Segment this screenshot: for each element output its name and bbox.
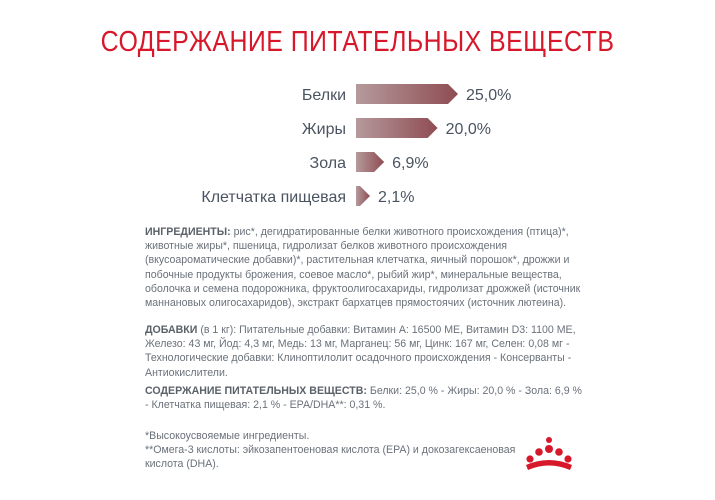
bar-2 xyxy=(356,152,384,172)
bar-1 xyxy=(356,118,438,138)
page-title: СОДЕРЖАНИЕ ПИТАТЕЛЬНЫХ ВЕЩЕСТВ xyxy=(100,26,615,58)
ingredients-section xyxy=(145,225,585,310)
bar-3 xyxy=(356,186,370,206)
value-label: 25,0% xyxy=(466,87,512,104)
footnotes-section xyxy=(145,429,545,472)
category-label: Жиры xyxy=(301,121,346,138)
footnote: *Высокоусвояемые ингредиенты. xyxy=(145,430,310,442)
footnote: **Омега-3 кислоты: эйкозапентоеновая кислота (EPA) и докозагексаеновая кислота (DHA). xyxy=(145,444,516,471)
additives-section xyxy=(145,323,585,380)
additives-text: (в 1 кг): Питательные добавки: Витамин А: 16500 МЕ, Витамин D3: 1100 МЕ, Железо: 43 мг, Йод: 4,3 мг, Медь: 13 мг, Марганец: 56 мг, Цинк: 167 мг, Селен: 0,08 мг - Технологические добавки: Клиноптилолит осадочного происхождения - Консерванты - Антиокислители. xyxy=(145,324,576,379)
bar-0 xyxy=(356,84,458,104)
value-label: 6,9% xyxy=(392,155,429,172)
category-label: Белки xyxy=(301,87,346,104)
nutrients-text: Белки: 25,0 % - Жиры: 20,0 % - Зола: 6,9 % - Клетчатка пищевая: 2,1 % - EPA/DHA**: 0,31 %. xyxy=(145,385,582,412)
value-label: 20,0% xyxy=(445,121,491,138)
nutrients-heading: СОДЕРЖАНИЕ ПИТАТЕЛЬНЫХ ВЕЩЕСТВ: xyxy=(145,385,367,397)
nutrient-bar-chart xyxy=(0,0,715,220)
royal-canin-crown-icon xyxy=(520,435,578,475)
nutrients-section xyxy=(145,384,585,412)
category-label: Зола xyxy=(309,155,346,172)
value-label: 2,1% xyxy=(378,189,415,206)
ingredients-text: рис*, дегидратированные белки животного происхождения (птица)*, животные жиры*, пшеница, гидролизат белков животного происхождения (вкусоароматические добавки)*, растительная клетчатка, яичный порошок*, дрожжи и побочные продукты брожения, соевое масло*, рыбий жир*, минеральные вещества, оболочка и семена подорожника, фруктоолигосахариды, гидролизат дрожжей (источник маннановых олигосахаридов), экстракт бархатцев прямостоячих (источник лютеина). xyxy=(145,226,581,310)
ingredients-heading: ИНГРЕДИЕНТЫ: xyxy=(145,226,231,238)
category-label: Клетчатка пищевая xyxy=(201,189,346,206)
additives-heading: ДОБАВКИ xyxy=(145,324,198,336)
